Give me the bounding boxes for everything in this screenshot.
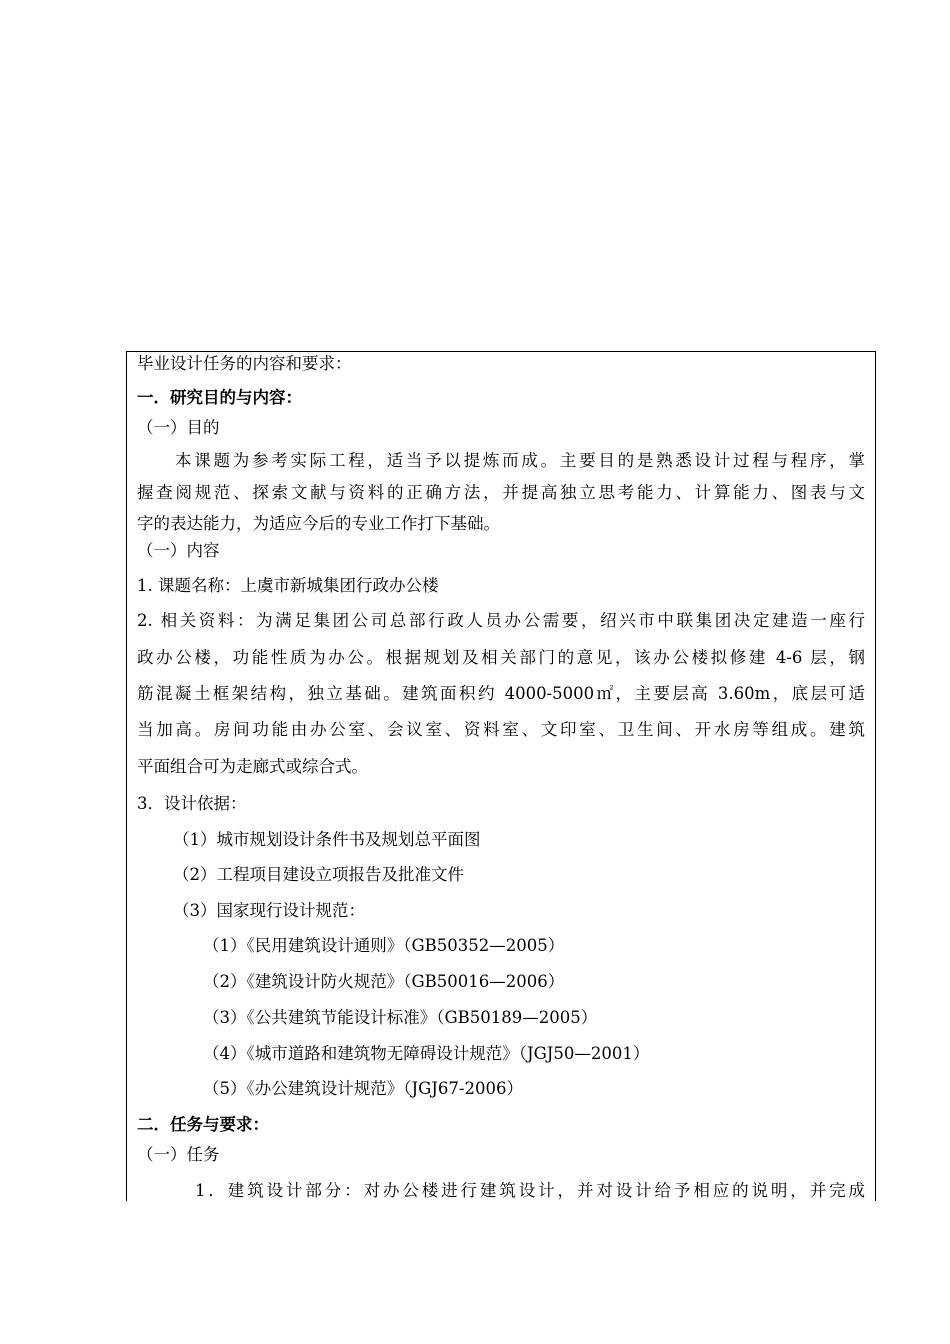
item-related-info-line: 筋混凝土框架结构，独立基础。建筑面积约 4000-5000㎡，主要层高 3.60m，底层可适 (137, 684, 865, 703)
item-related-info-line: 当加高。房间功能由办公室、会议室、资料室、文印室、卫生间、开水房等组成。建筑 (137, 720, 865, 739)
code-item: （1）《民用建筑设计通则》（GB50352—2005） (203, 936, 565, 955)
purpose-paragraph-line: 握查阅规范、探索文献与资料的正确方法，并提高独立思考能力、计算能力、图表与文 (137, 483, 865, 502)
task-label: （一）任务 (137, 1145, 220, 1164)
item-design-basis: 3．设计依据： (137, 794, 247, 813)
purpose-label: （一）目的 (137, 418, 220, 437)
purpose-paragraph-line: 字的表达能力，为适应今后的专业工作打下基础。 (137, 514, 500, 533)
item-related-info-line: 政办公楼，功能性质为办公。根据规划及相关部门的意见，该办公楼拟修建 4-6 层，钢 (137, 648, 865, 667)
code-item: （5）《办公建筑设计规范》（JGJ67-2006） (203, 1079, 523, 1098)
code-item: （3）《公共建筑节能设计标准》（GB50189—2005） (203, 1008, 598, 1027)
task-item: 1．建筑设计部分：对办公楼进行建筑设计，并对设计给予相应的说明，并完成 (195, 1181, 865, 1200)
item-project-name: 1. 课题名称：上虞市新城集团行政办公楼 (137, 576, 439, 595)
section-1-title: 一．研究目的与内容： (137, 388, 302, 407)
code-item: （4）《城市道路和建筑物无障碍设计规范》（JGJ50—2001） (203, 1044, 650, 1063)
item-related-info-line: 2. 相关资料：为满足集团公司总部行政人员办公需要，绍兴市中联集团决定建造一座行 (137, 611, 865, 630)
item-related-info-line: 平面组合可为走廊式或综合式。 (137, 757, 368, 776)
content-label: （一）内容 (137, 541, 220, 560)
purpose-paragraph-line: 本课题为参考实际工程，适当予以提炼而成。主要目的是熟悉设计过程与程序，掌 (175, 451, 865, 470)
code-item: （2）《建筑设计防火规范》（GB50016—2006） (203, 972, 565, 991)
task-content-box (126, 351, 876, 1201)
heading: 毕业设计任务的内容和要求： (137, 354, 352, 373)
basis-item: （1）城市规划设计条件书及规划总平面图 (173, 830, 481, 849)
basis-item: （3）国家现行设计规范： (173, 901, 365, 920)
basis-item: （2）工程项目建设立项报告及批准文件 (173, 865, 464, 884)
section-2-title: 二．任务与要求： (137, 1115, 269, 1134)
